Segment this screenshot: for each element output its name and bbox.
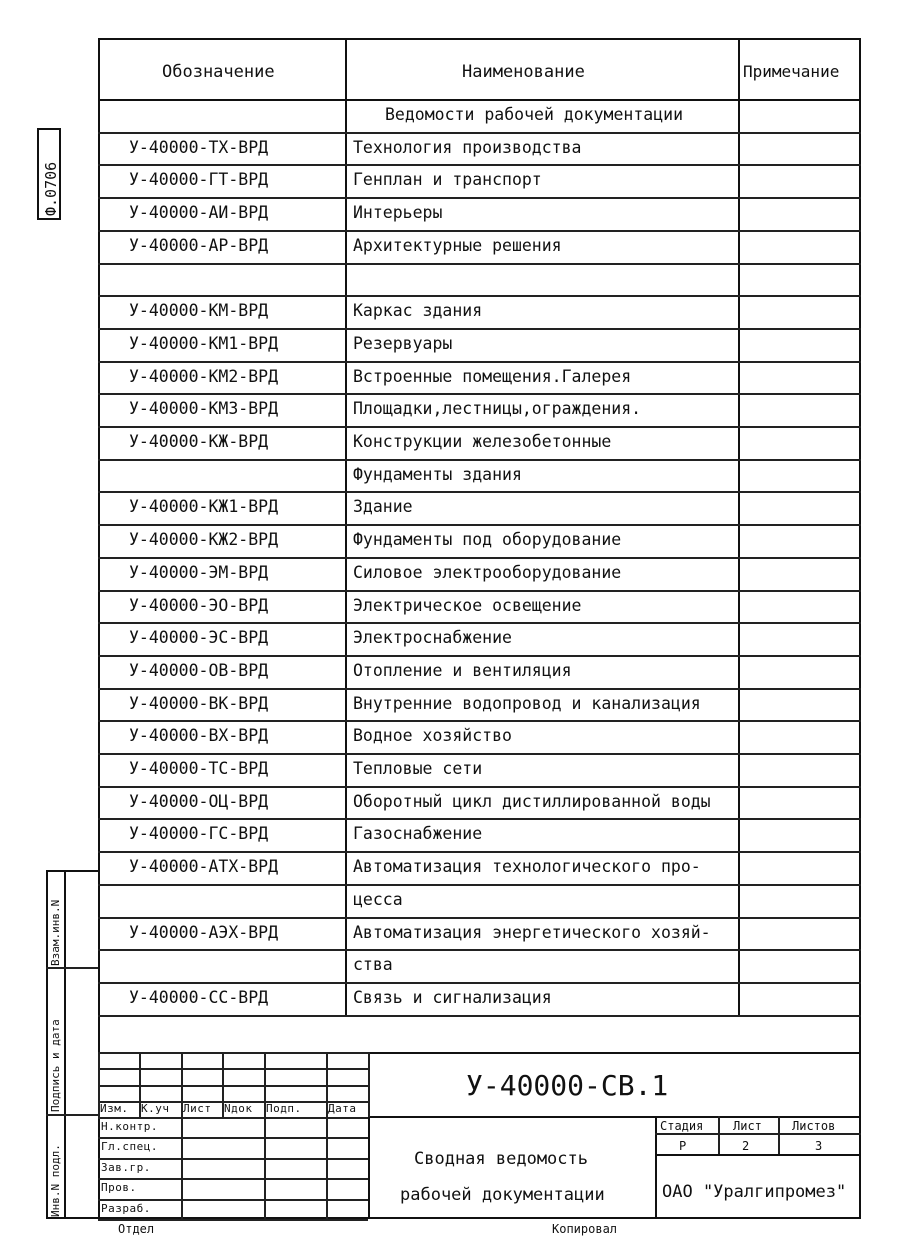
role-label: Н.контр. [101,1120,158,1133]
row-name: ства [353,955,393,974]
row-rule [98,230,861,232]
stage-row-rule [655,1133,861,1135]
row-rule [98,393,861,395]
sheet-label: Лист [733,1119,762,1133]
role-label: Разраб. [101,1202,151,1215]
row-name: Оборотный цикл дистиллированной воды [353,792,711,811]
row-name: Газоснабжение [353,824,483,843]
row-name: Встроенные помещения.Галерея [353,367,632,386]
role-col-rule [326,1117,328,1219]
footer-dept: Отдел [118,1222,155,1236]
row-code: У-40000-ВК-ВРД [129,694,269,713]
doc-title-line1: Сводная ведомость [414,1149,588,1169]
row-name: Конструкции железобетонные [353,432,612,451]
side-margin-outer [46,870,48,1219]
row-code: У-40000-ЭС-ВРД [129,628,269,647]
row-name: Тепловые сети [353,759,483,778]
row-rule [98,197,861,199]
row-code: У-40000-СС-ВРД [129,988,269,1007]
row-code: У-40000-ГС-ВРД [129,824,269,843]
row-rule [98,949,861,951]
role-label: Пров. [101,1181,137,1194]
row-code: У-40000-ЭО-ВРД [129,596,269,615]
row-code: У-40000-ТХ-ВРД [129,138,269,157]
row-code: У-40000-КМ2-ВРД [129,367,279,386]
side-margin-top [46,870,98,872]
column-divider [345,38,347,1015]
row-rule [98,491,861,493]
stage-col-rule [778,1116,780,1154]
row-rule [98,688,861,690]
revision-col-header: Nдок [224,1102,253,1115]
row-rule [98,132,861,134]
column-divider [738,38,740,1015]
sheets-value: 3 [815,1139,823,1153]
row-code: У-40000-ТС-ВРД [129,759,269,778]
row-name: Внутренние водопровод и канализация [353,694,701,713]
row-rule [98,263,861,265]
row-name: Электроснабжение [353,628,512,647]
row-rule [98,295,861,297]
row-name: Отопление и вентиляция [353,661,572,680]
revision-col-header: Изм. [100,1102,129,1115]
row-name: Силовое электрооборудование [353,563,622,582]
row-rule [98,818,861,820]
row-rule [98,361,861,363]
row-rule [98,459,861,461]
row-rule [98,328,861,330]
row-rule [98,1015,861,1017]
row-rule [98,426,861,428]
form-stamp-label: Ф.0706 [42,161,60,216]
revision-col-header: Подп. [266,1102,302,1115]
revision-col-header: Лист [183,1102,212,1115]
row-name: Электрическое освещение [353,596,582,615]
side-margin-inner [64,870,66,1219]
row-rule [98,557,861,559]
section-heading: Ведомости рабочей документации [385,105,684,124]
row-name: Технология производства [353,138,582,157]
stage-value: Р [679,1139,687,1153]
row-name: Каркас здания [353,301,483,320]
row-name: Площадки,лестницы,ограждения. [353,399,642,418]
side-label-inv: Инв.N подл. [49,1144,62,1217]
role-row-rule [98,1219,368,1221]
header-designation: Обозначение [162,62,275,82]
row-code: У-40000-АИ-ВРД [129,203,269,222]
form-stamp [37,128,61,220]
doc-title-line2: рабочей документации [400,1185,605,1205]
stage-col-rule [718,1116,720,1154]
code-box-bottom [368,1116,861,1118]
row-rule [98,982,861,984]
side-label-podp: Подпись и дата [49,1019,62,1112]
row-name: Водное хозяйство [353,726,512,745]
row-name: Связь и сигнализация [353,988,552,1007]
row-code: У-40000-КЖ1-ВРД [129,497,279,516]
role-label: Зав.гр. [101,1161,151,1174]
row-name: Архитектурные решения [353,236,562,255]
row-code: У-40000-АТХ-ВРД [129,857,279,876]
stage-label: Стадия [660,1119,704,1133]
revision-grid-col [368,1052,370,1117]
sheet-value: 2 [742,1139,750,1153]
row-name: Интерьеры [353,203,443,222]
row-rule [98,720,861,722]
sheets-label: Листов [792,1119,836,1133]
side-margin-rule [46,1114,98,1116]
row-rule [98,655,861,657]
row-code: У-40000-КЖ2-ВРД [129,530,279,549]
header-name: Наименование [462,62,585,82]
doc-code: У-40000-СВ.1 [466,1069,669,1102]
row-code: У-40000-АЭХ-ВРД [129,923,279,942]
row-name: Фундаменты под оборудование [353,530,622,549]
row-code: У-40000-ВХ-ВРД [129,726,269,745]
row-rule [98,590,861,592]
revision-col-header: К.уч [141,1102,170,1115]
row-code: У-40000-КЖ-ВРД [129,432,269,451]
row-name: Генплан и транспорт [353,170,542,189]
side-label-vzam: Взам.инв.N [49,899,62,966]
row-rule [98,786,861,788]
header-rule [98,99,861,101]
side-margin-bottom [46,1217,98,1219]
organization: ОАО "Уралгипромез" [662,1182,847,1202]
row-code: У-40000-КМ-ВРД [129,301,269,320]
row-code: У-40000-ГТ-ВРД [129,170,269,189]
row-name: Автоматизация энергетического хозяй- [353,923,711,942]
side-margin-rule [46,967,98,969]
row-rule [98,622,861,624]
row-code: У-40000-АР-ВРД [129,236,269,255]
row-name: Здание [353,497,413,516]
role-col-rule [181,1117,183,1219]
stage-box-bottom [655,1154,861,1156]
row-rule [98,917,861,919]
row-code: У-40000-ОВ-ВРД [129,661,269,680]
row-rule [98,851,861,853]
revision-col-header: Дата [328,1102,357,1115]
role-col-rule [264,1117,266,1219]
stage-box-left [655,1116,657,1219]
row-code: У-40000-КМ1-ВРД [129,334,279,353]
header-note: Примечание [743,62,840,81]
row-code: У-40000-КМ3-ВРД [129,399,279,418]
row-rule [98,884,861,886]
row-code: У-40000-ОЦ-ВРД [129,792,269,811]
row-name: Резервуары [353,334,453,353]
row-name: Фундаменты здания [353,465,522,484]
row-rule [98,524,861,526]
row-name: цесса [353,890,403,909]
row-name: Автоматизация технологического про- [353,857,701,876]
footer-copied: Копировал [552,1222,618,1236]
row-rule [98,753,861,755]
row-rule [98,164,861,166]
role-label: Гл.спец. [101,1140,158,1153]
row-code: У-40000-ЭМ-ВРД [129,563,269,582]
